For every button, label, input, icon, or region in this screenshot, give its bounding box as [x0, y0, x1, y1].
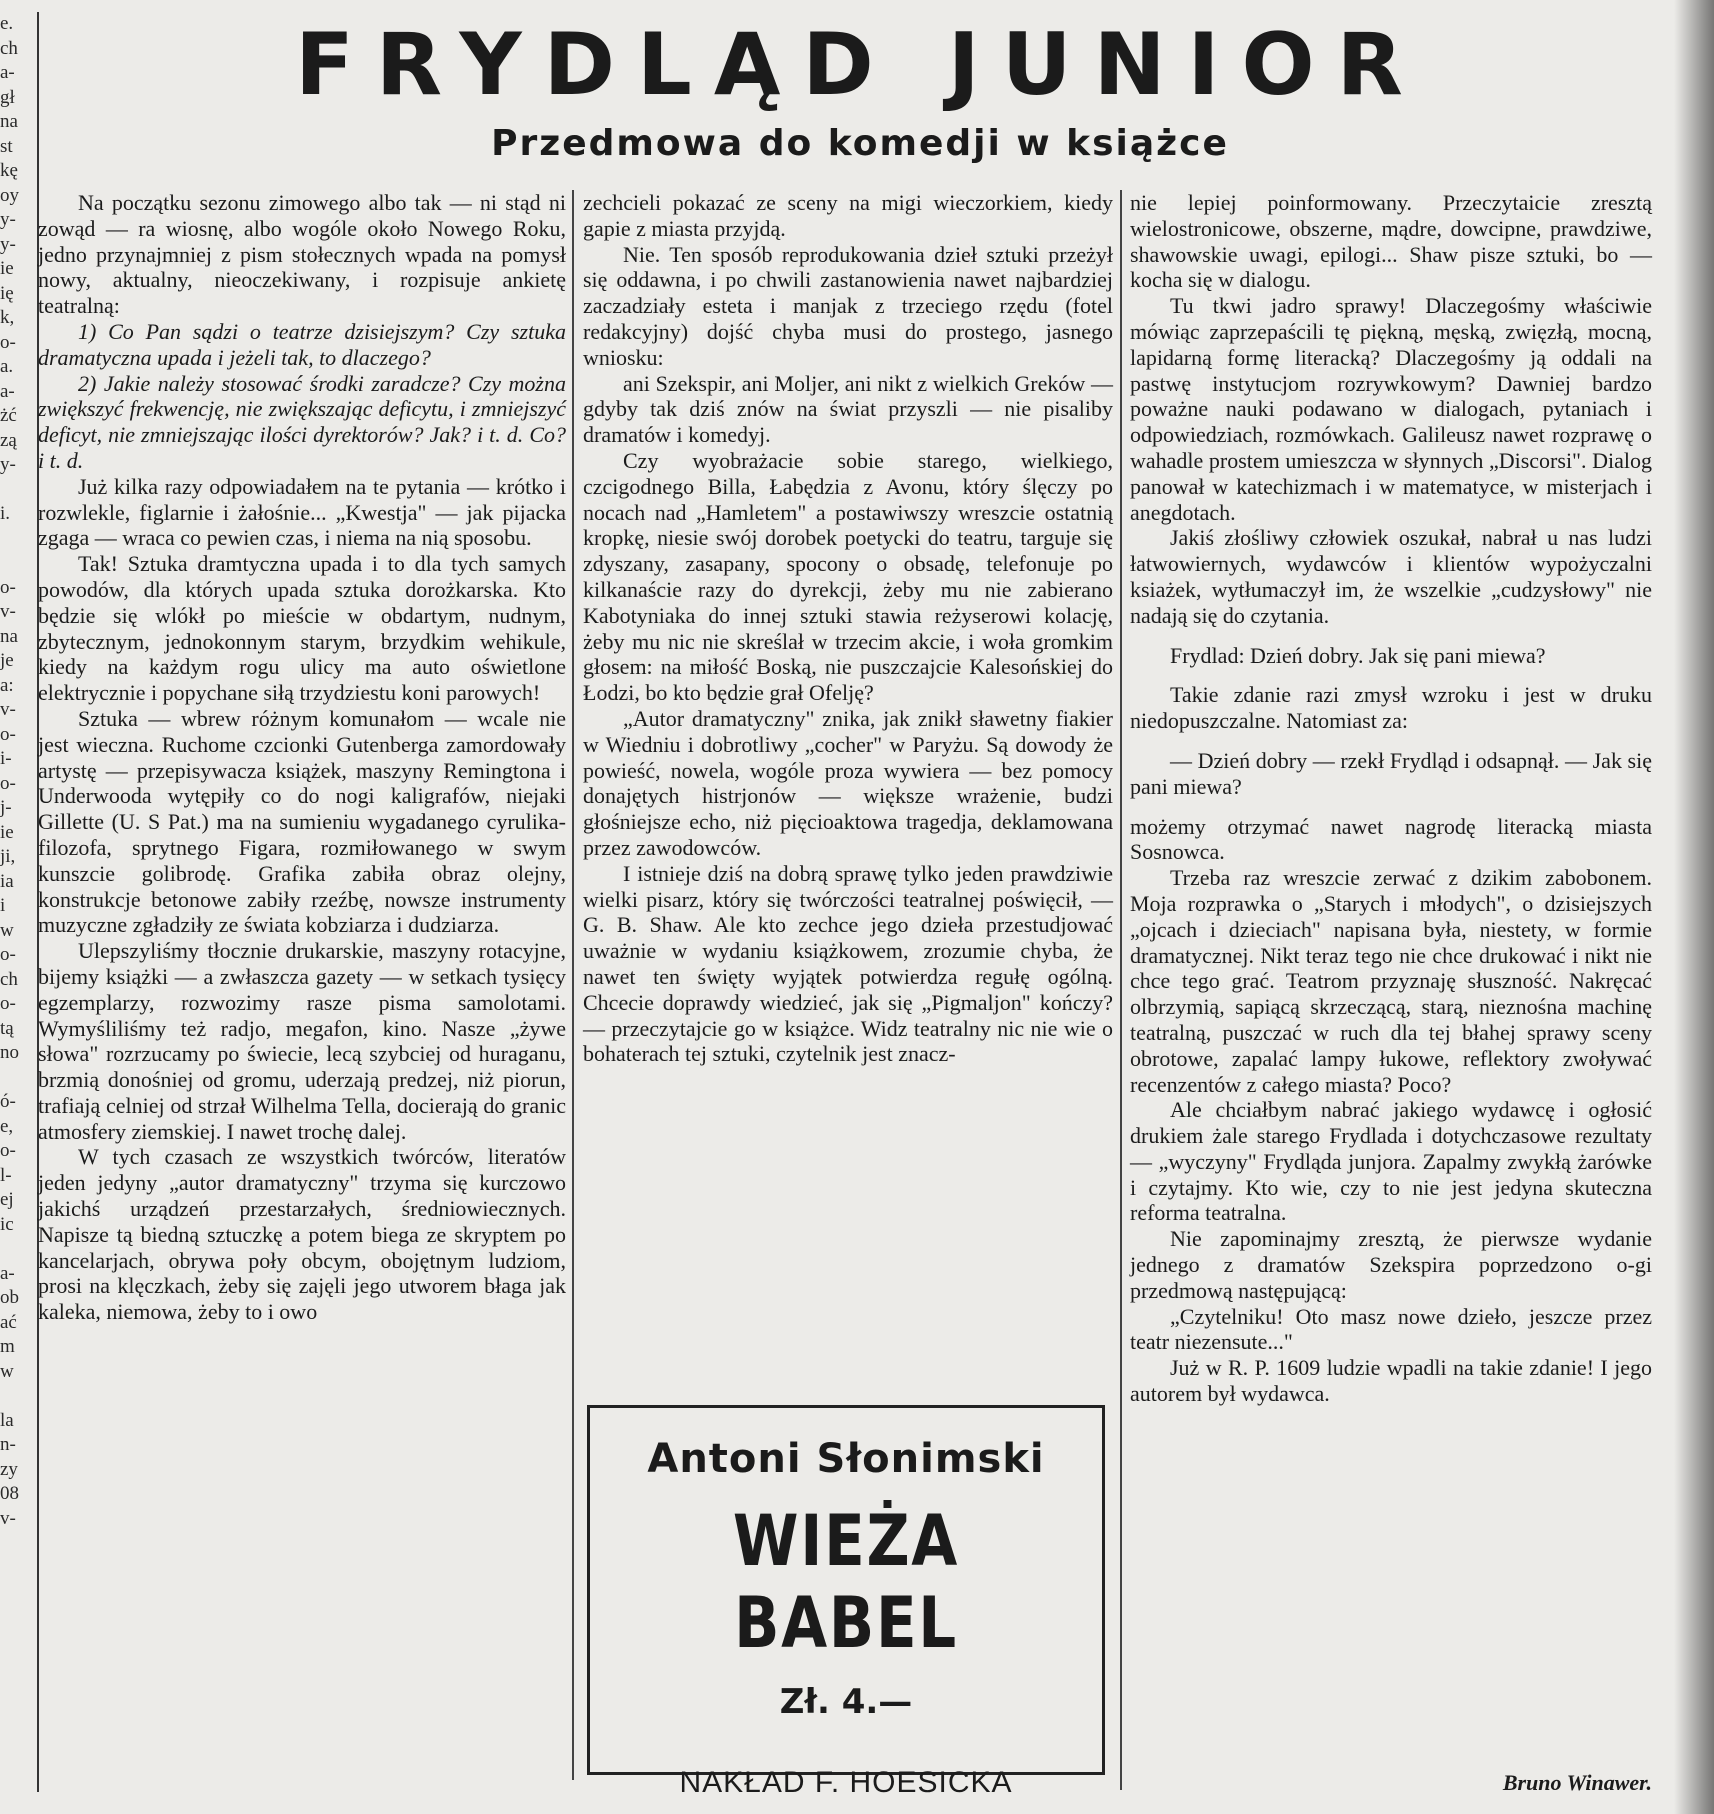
- gutter-line: la: [0, 1409, 14, 1431]
- column-rule-2: [1120, 190, 1122, 1790]
- paragraph: ani Szekspir, ani Moljer, ani nikt z wielkich Greków — gdyby tak dziś znów na świat przyszli — nie pisaliby dramatów i komedyj.: [583, 370, 1113, 448]
- gutter-line: na: [0, 625, 18, 647]
- gutter-line: ó-: [0, 1091, 16, 1112]
- gutter-line: [0, 1384, 34, 1409]
- gutter-line: n-: [0, 1434, 16, 1455]
- gutter-line: gł: [0, 86, 15, 108]
- paragraph: Ulepszyliśmy tłocznie drukarskie, maszyny rotacyjne, bijemy książki — a zwłaszcza gazety — w setkach tysięcy egzemplarzy, rozwozimy rasze pisma samolotami. Wymyśliliśmy też radjo, megafon, kino. Nasze „żywe słowa" rozrzucamy po świecie, lecą szybciej od huraganu, brzmią donośniej od gromu, uderzają predzej, niż piorun, trafiają celniej od strzał Wilhelma Tella, docierają do granic atmosfery ziemskiej. I nawet trochę dalej.: [38, 938, 566, 1144]
- gutter-line: oy: [0, 184, 19, 206]
- paragraph: zechcieli pokazać ze sceny na migi wieczorkiem, kiedy gapie z miasta przyjdą.: [583, 190, 1113, 241]
- paragraph: możemy otrzymać nawet nagrodę literacką miasta Sosnowca.: [1130, 813, 1652, 865]
- gutter-line: w: [0, 1360, 14, 1382]
- gutter-line: je: [0, 650, 14, 671]
- article-subtitle: Przedmowa do komedji w książce: [491, 123, 1229, 164]
- masthead: [40, 10, 1680, 168]
- gutter-line: o-: [0, 993, 16, 1014]
- gutter-line: 08: [0, 1483, 19, 1504]
- paragraph: „Czytelniku! Oto masz nowe dzieło, jeszcze przez teatr niezensute...": [1130, 1303, 1652, 1355]
- gutter-line: ic: [0, 1213, 14, 1235]
- gutter-line: no: [0, 1042, 19, 1063]
- paragraph: W tych czasach ze wszystkich twórców, literatów jeden jedyny „autor dramatyczny" trzyma się kurczowo jakichś urządzeń przestarzałych, średniowiecznych. Napisze tą biedną sztuczkę a potem biega ze skryptem po kancelarjach, obrywa poły obcym, obojętnym ludziom, prosi na klęczkach, żeby się zajęli jego utworem błaga jak kaleka, niemowa, żeby to i owo: [38, 1144, 566, 1325]
- gutter-line: y-: [0, 233, 16, 255]
- gutter-line: ie: [0, 258, 14, 279]
- paragraph: Trzeba raz wreszcie zerwać z dzikim zabobonem. Moja rozprawka o „Starych i młodych", o dzisiejszych „ojcach i dzieciach" napisana była, niestety, w formie dramatycznej. Nikt teraz tego nie chce drukować i nikt nie chce tego grać. Teatrom przyznaję słuszność. Nakręcać olbrzymią, sapiącą skrzeczącą, starą, nieznośna machinę teatralną, puszczać w ruch dla tej błahej sprawy sceny obrotowe, zapalać lampy łukowe, reflektory zwoływać recenzentów z całego miasta? Poco?: [1130, 865, 1652, 1097]
- paragraph: Tu tkwi jadro sprawy! Dlaczegośmy właściwie mówiąc zaprzepaścili tę piękną, męską, zwięzłą, mocną, lapidarną formę literacką? Dlaczegośmy ją oddali na pastwę instytucjom rozrywkowym? Dawniej bardzo poważne nauki podawano w dialogach, pytaniach i odpowiedziach, rozmówkach. Galileusz nawet rozprawę o wahadle prostem umieszcza w słynnych „Discorsi". Dialog panował w katechizmach i w matematyce, w misterjach i anegdotach.: [1130, 293, 1652, 525]
- text-column-3: [1130, 190, 1652, 1407]
- paragraph: Nie. Ten sposób reprodukowania dzieł sztuki przeżył się oddawna, i po chwili zastanowienia nawet najbardziej zaczadziały esteta i manjak z trzeciego rzędu (fotel redakcyjny) dojść chyba musi do prostego, jasnego wniosku:: [583, 241, 1113, 370]
- gutter-line: k,: [0, 307, 15, 328]
- gutter-line: [0, 1237, 34, 1262]
- gutter-line: l-: [0, 1164, 12, 1186]
- paragraph: Jakiś złośliwy człowiek oszukał, nabrał u nas ludzi łatwowiernych, wydawców i klientów wypożyczalni ksiażek, wytłumaczył im, że wszelkie „cudzysłowy" nie nadają się do czytania.: [1130, 525, 1652, 628]
- gutter-line: v-: [0, 699, 16, 720]
- gutter-line: a-: [0, 1262, 15, 1284]
- gutter-line: a-: [0, 62, 15, 83]
- paragraph: I istnieje dziś na dobrą sprawę tylko jeden prawdziwie wielki pisarz, który się twórczości teatralnej poświęcił, — G. B. Shaw. Ale kto zechce jego dzieła przestudjować uważnie w wydaniu książkowem, zrozumie chyba, że nawet ten święty wyjątek potwierdza regułę ogólną. Chcecie doprawdy wiedzieć, jak się „Pigmaljon" kończy? — przeczytajcie go w książce. Widz teatralny nic nie wie o bohaterach tej sztuki, czytelnik jest znacz-: [583, 860, 1113, 1067]
- paragraph: Już w R. P. 1609 ludzie wpadli na takie zdanie! I jego autorem był wydawca.: [1130, 1355, 1652, 1407]
- paragraph: Nie zapominajmy zresztą, że pierwsze wydanie jednego z dramatów Szekspira poprzedzono o-gi przedmową następującą:: [1130, 1226, 1652, 1303]
- gutter-line: i-: [0, 748, 12, 769]
- gutter-line: e.: [0, 13, 14, 34]
- gutter-line: ch: [0, 37, 18, 59]
- paragraph: Już kilka razy odpowiadałem na te pytania — krótko i rozwlekle, figlarnie i żałośnie... „Kwestja" — jak pijacka zgaga — wraca co pewien czas, i niema na nią sposobu.: [38, 473, 566, 551]
- gutter-line: ob: [0, 1287, 19, 1308]
- gutter-line: tą: [0, 1017, 14, 1039]
- ad-book-title: WIEŻA BABEL: [732, 1500, 960, 1664]
- gutter-line: kę: [0, 160, 18, 181]
- paragraph: Frydlad: Dzień dobry. Jak się pani miewa?: [1170, 642, 1546, 668]
- gutter-line: ać: [0, 1311, 17, 1333]
- gutter-line: a-: [0, 380, 15, 402]
- gutter-line: o-: [0, 944, 16, 965]
- gutter-line: [0, 527, 34, 552]
- gutter-line: i.: [0, 503, 11, 524]
- ad-author: Antoni Słonimski: [647, 1436, 1045, 1482]
- gutter-line: w: [0, 919, 14, 941]
- paragraph: Takie zdanie razi zmysł wzroku i jest w druku niedopuszczalne. Natomiast za:: [1130, 682, 1652, 734]
- gutter-line: [0, 478, 34, 503]
- gutter-line: ch: [0, 968, 18, 990]
- gutter-line: o-: [0, 723, 16, 745]
- page-edge-shadow: [1674, 0, 1714, 1814]
- gutter-line: zy: [0, 1458, 18, 1480]
- gutter-line: ie: [0, 821, 14, 843]
- gutter-line: o-: [0, 576, 16, 598]
- gutter-line: y-: [0, 209, 16, 230]
- gutter-line: o-: [0, 772, 16, 794]
- gutter-line: [0, 1066, 34, 1091]
- text-column-2: [583, 190, 1113, 1067]
- gutter-line: a.: [0, 356, 14, 377]
- paragraph: Czy wyobrażacie sobie starego, wielkiego, czcigodnego Billa, Łabędzia z Avonu, który ślęczy po nocach nad „Hamletem" a postawiwszy wreszcie ostatnią kropkę, niesie swój dorobek poetycki do teatru, targuje się zdyszany, zasapany, spocony o obsadę, telefonuje po kilkanaście razy do dyrekcji, żeby mu nie zabierano Kabotyniaka do innej sztuki stawia reżyserowi kolację, żeby mu nic nie skreślał w trzecim akcie, i woła gromkim głosem: na miłość Boską, nie puszczajcie Kalesońskiej do Łodzi, bo kto będzie grał Ofelję?: [583, 447, 1113, 706]
- paragraph: 2) Jakie należy stosować środki zaradcze? Czy można zwiększyć frekwencję, nie zwiększając deficytu, i zmniejszyć deficyt, nie zmniejszając ilości dyrektorów? Jak? i t. d. Co? i t. d.: [38, 370, 566, 473]
- article-title: FRYDLĄD JUNIOR: [295, 15, 1425, 115]
- gutter-line: na: [0, 111, 18, 132]
- paragraph: Tak! Sztuka dramtyczna upada i to dla tych samych powodów, dla których upada sztuka dorożkarska. Kto będzie się wlókł po mieście w obdartym, nudnym, zbytecznym, jednokonnym starym, brzydkim wehikule, kiedy na każdym rogu ulicy ma auto oświetlone elektrycznie i popychane siłą trzydziestu koni parowych!: [38, 551, 566, 706]
- gutter-line: e,: [0, 1115, 14, 1137]
- gutter-line: j-: [0, 797, 12, 818]
- paragraph: Ale chciałbym nabrać jakiego wydawcę i ogłosić drukiem żale starego Frydlada i dotychczasowe rezultaty — „wyczyny" Frydląda junjora. Zapalmy zwykłą żarówke i czytajmy. Kto wie, czy to nie jest jedyna skuteczna reforma teatralna.: [1130, 1097, 1652, 1226]
- gutter-line: żć: [0, 405, 17, 426]
- gutter-line: ej: [0, 1189, 14, 1210]
- author-signature: Bruno Winawer.: [1502, 1770, 1652, 1795]
- gutter-line: ia: [0, 870, 14, 892]
- book-advertisement: [587, 1405, 1105, 1799]
- paragraph: Sztuka — wbrew różnym komunałom — wcale nie jest wieczna. Ruchome czcionki Gutenberga zamordowały artystę — przepisywacza książek, maszyny Remingtona i Underwooda wytępiły co do nogi kaligrafów, niejaki Gillette (U. S Pat.) ma na sumieniu wygadanego cyrulika-filozofa, sprytnego Figara, rozmiłowanego w swym kunszcie golibrodę. Grafika zabiła obraz olejny, konstrukcje betonowe zabiły rzeźbę, nowsze instrumenty muzyczne zgładziły ze świata kobziarza i dudziarza.: [38, 705, 566, 938]
- ad-price: Zł. 4.—: [779, 1682, 913, 1722]
- gutter-line: o-: [0, 331, 16, 353]
- left-gutter-text: [0, 12, 34, 1812]
- gutter-line: a:: [0, 674, 14, 696]
- text-column-1: [38, 190, 566, 1325]
- gutter-line: v-: [0, 601, 16, 622]
- paragraph: Na początku sezonu zimowego albo tak — ni stąd ni zowąd — ra wiosnę, albo wogóle około Nowego Roku, jedno przynajmniej z pism stołecznych wpada na pomysł nowy, aktualny, nieoczekiwany, i rozpisuje ankietę teatralną:: [38, 190, 566, 319]
- paragraph: — Dzień dobry — rzekł Frydląd i odsapnął. — Jak się pani miewa?: [1130, 747, 1652, 799]
- gutter-line: v-: [0, 1507, 16, 1529]
- gutter-line: o-: [0, 1140, 16, 1161]
- gutter-line: i: [0, 895, 6, 916]
- column-rule-1: [572, 190, 574, 1780]
- paragraph: „Autor dramatyczny" znika, jak znikł sławetny fiakier w Wiedniu i dobrotliwy „cocher" w Paryżu. Są dowody że powieść, nowela, wogóle proza wywiera — bez pomocy donajętych histrjonów — większe wrażenie, budzi głośniejsze echo, niż pięcioaktowa tragedja, deklamowana przez zawodowców.: [583, 705, 1113, 860]
- gutter-line: ji,: [0, 846, 16, 867]
- gutter-line: zą: [0, 429, 17, 451]
- ad-publisher: NAKŁAD F. HOESICKA: [679, 1766, 1013, 1799]
- gutter-line: ię: [0, 282, 14, 304]
- gutter-line: st: [0, 135, 13, 157]
- gutter-line: y-: [0, 454, 16, 475]
- paragraph: nie lepiej poinformowany. Przeczytaicie zresztą wielostronicowe, obszerne, mądre, dowcipne, prawdziwe, shawowskie uwagi, epilogi... Shaw pisze sztuki, bo — kocha się w dialogu.: [1130, 190, 1652, 293]
- gutter-line: [0, 551, 34, 576]
- gutter-line: m: [0, 1336, 15, 1357]
- paragraph: 1) Co Pan sądzi o teatrze dzisiejszym? Czy sztuka dramatyczna upada i jeżeli tak, to dlaczego?: [38, 318, 566, 370]
